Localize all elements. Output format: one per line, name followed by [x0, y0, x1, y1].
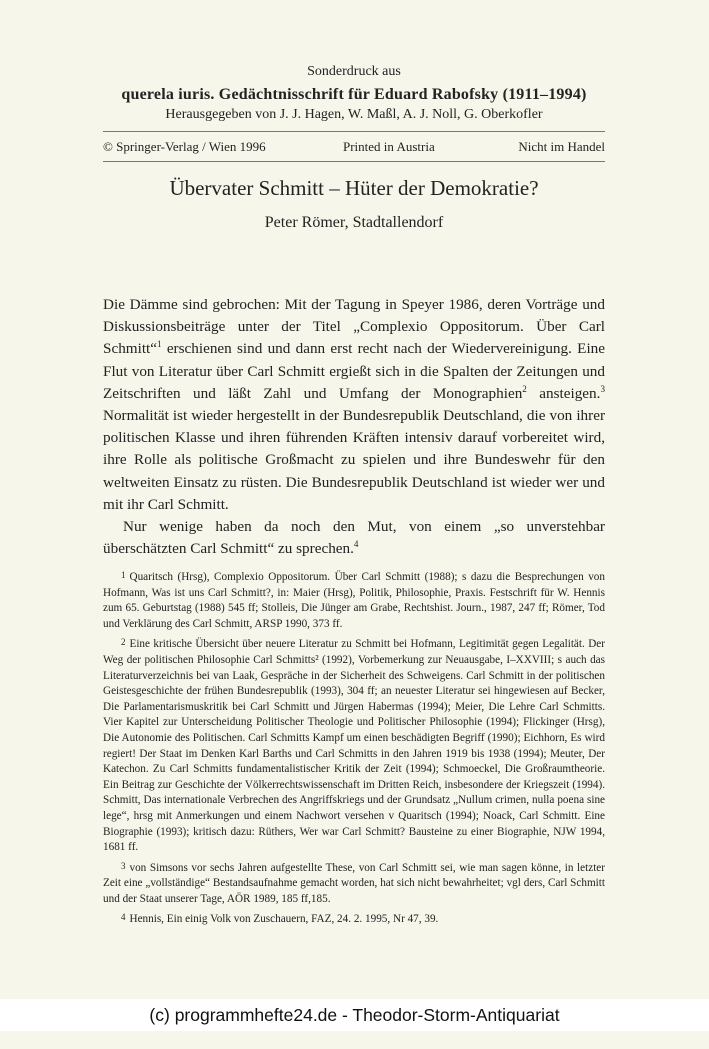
footnote	[103, 859, 605, 908]
offprint-label: Sonderdruck aus	[307, 64, 401, 79]
footnote-number: 1	[121, 570, 126, 580]
body-text-segment: erschienen sind und dann erst recht nach der Wiedervereinigung. Eine Flut von Literatur über Carl Schmitt ergießt sich in die Spalten der Zeitungen und Zeitschriften und läßt Zahl und Umfang der Monographien	[103, 340, 605, 402]
footnote-text: von Simsons vor sechs Jahren aufgestellte These, von Carl Schmitt sei, wie man sagen könne, in letzter Zeit eine „vollständige“ Bestandsaufnahme gemacht worden, hat sich nicht bewahrheitet; vgl ders, Carl Schmitt und der Staat unserer Tage, AÖR 1989, 185 ff,185.	[103, 861, 605, 905]
footnote-ref: 1	[157, 339, 162, 350]
footnote	[103, 568, 605, 632]
copyright-watermark: (c) programmhefte24.de - Theodor-Storm-Antiquariat	[0, 999, 709, 1031]
body-text-segment: Normalität ist wieder hergestellt in der Bundesrepublik Deutschland, die von ihrer politischen Klasse und ihren führenden Kräften intensiv darauf vorbereitet wird, ihre Rolle als politische Großmacht zu spielen und ihre Bundeswehr für den weltweiten Einsatz zu rüsten. Die Bundesrepublik Deutschland ist wieder wer und mit ihr Carl Schmitt.	[103, 407, 605, 513]
editors-line: Herausgegeben von J. J. Hagen, W. Maßl, A. J. Noll, G. Oberkofler	[165, 107, 543, 122]
header-rule-top	[103, 131, 605, 132]
footnote-ref: 3	[600, 383, 605, 394]
footnote-ref: 2	[522, 383, 527, 394]
footnote	[103, 910, 605, 928]
footnote-text: Hennis, Ein einig Volk von Zuschauern, FAZ, 24. 2. 1995, Nr 47, 39.	[129, 913, 439, 926]
header-rule-bottom	[103, 161, 605, 162]
footnote-ref: 4	[353, 539, 359, 550]
footnotes	[103, 568, 605, 931]
footnote-text: Eine kritische Übersicht über neuere Literatur zu Schmitt bei Hofmann, Legitimität gegen Legalität. Der Weg der politischen Philosophie Carl Schmitts² (1992), Vorbemerkung zur Neuausgabe, I–XXVIII; s auch das Literaturverzeichnis bei van Laak, Gespräche in der Sicherheit des Schweigens. Carl Schmitt in der politischen Geistesgeschichte der frühen Bundesrepublik (1993), 304 ff; an neuester Literatur sei hingewiesen auf Becker, Die Parlamentarismuskritik bei Carl Schmitt und Jürgen Habermas (1994); Meier, Die Lehre Carl Schmitts. Vier Kapitel zur Unterscheidung Politischer Theologie und Politischer Philosophie (1994); Flickinger (Hrsg), Die Autonomie des Politischen. Carl Schmitts Kampf um einen beschädigten Begriff (1990); Eichhorn, Es wird regiert! Der Staat im Denken Karl Barths und Carl Schmitts in den Jahren 1919 bis 1938 (1994); Meuter, Der Katechon. Zu Carl Schmitts fundamentalistischer Kritik der Zeit (1994); Schmoeckel, Die Großraumtheorie. Ein Beitrag zur Geschichte der Völkerrechtswissenschaft im Dritten Reich, insbesondere der Kriegszeit (1994). Schmitt, Das internationale Verbrechen des Angriffskriegs und der Grundsatz „Nullum crimen, nulla poena sine lege“, hrsg mit Anmerkungen und einem Nachwort versehen v Quaritsch (1994); Noack, Carl Schmitt. Eine Biographie (1993); kritisch dazu: Rüthers, Wer war Carl Schmitt? Bausteine zu einer Biographie, NJW 1994, 1681 ff.	[103, 638, 605, 854]
body-paragraph	[103, 294, 605, 516]
footnote	[103, 635, 605, 855]
footnote-text: Quaritsch (Hrsg), Complexio Oppositorum. Über Carl Schmitt (1988); s dazu die Besprechungen von Hofmann, Was ist uns Carl Schmitt?, in: Maier (Hrsg), Politik, Philosophie, Praxis. Festschrift für W. Hennis zum 65. Geburtstag (1988) 545 ff; Stolleis, Die Jünger am Grabe, Rechtshist. Journ., 1987, 247 ff; Römer, Tod und Verklärung des Carl Schmitt, ARSP 1990, 373 ff.	[103, 571, 605, 630]
article-body	[103, 294, 605, 560]
body-paragraph	[103, 516, 605, 560]
footnote-number: 2	[121, 637, 126, 648]
footnote-number: 4	[121, 912, 126, 923]
publisher-note: © Springer-Verlag / Wien 1996	[103, 139, 266, 154]
printed-note: Printed in Austria	[343, 139, 435, 154]
body-text-segment: Nur wenige haben da noch den Mut, von einem „so unverstehbar überschätzten Carl Schmitt“ zu sprechen.	[103, 518, 605, 558]
footnote-number: 3	[121, 860, 126, 871]
article-title: Übervater Schmitt – Hüter der Demokratie?	[169, 176, 539, 200]
trade-note: Nicht im Handel	[518, 139, 605, 154]
body-text-segment: Die Dämme sind gebrochen: Mit der Tagung in Speyer 1986, deren Vorträge und Diskussionsbeiträge unter der Titel „Complexio Oppositorum. Über Carl Schmitt“	[103, 296, 605, 358]
source-title: querela iuris. Gedächtnisschrift für Eduard Rabofsky (1911–1994)	[121, 86, 587, 103]
body-text-segment: ansteigen.	[526, 384, 601, 402]
article-author: Peter Römer, Stadtallendorf	[264, 214, 444, 231]
